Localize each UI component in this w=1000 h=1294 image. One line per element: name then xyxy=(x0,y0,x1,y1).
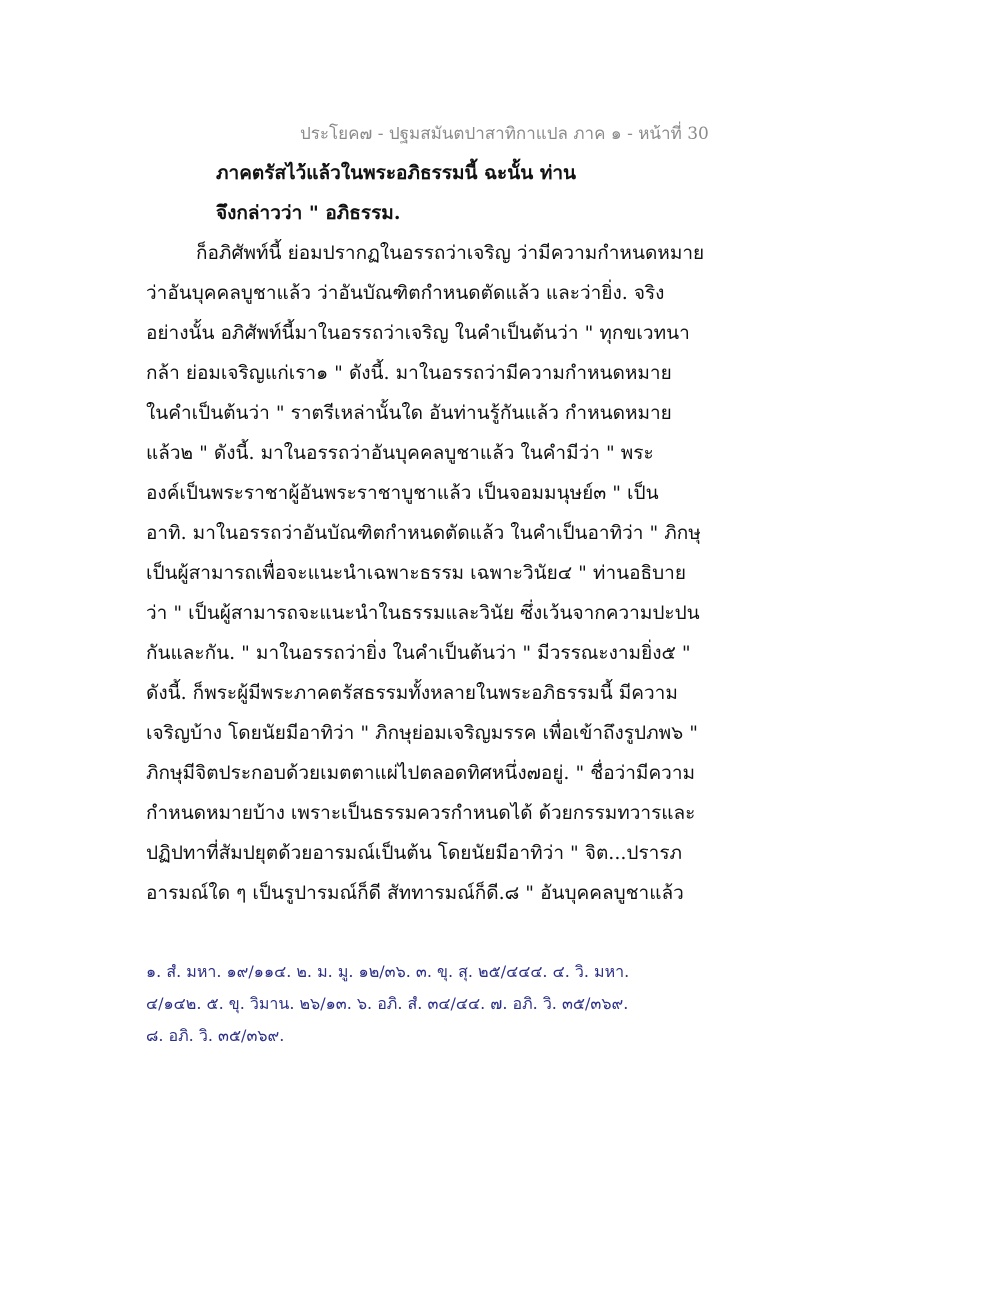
body-line-7: องค์เป็นพระราชาผู้อันพระราชาบูชาแล้ว เป็นจอมมนุษย์๓ " เป็น xyxy=(146,482,659,504)
body-line-8: อาทิ. มาในอรรถว่าอันบัณฑิตกำหนดตัดแล้ว ในคำเป็นอาทิว่า " ภิกษุ xyxy=(146,522,701,544)
heading-line-1: ภาคตรัสไว้แล้วในพระอภิธรรมนี้ ฉะนั้น ท่าน xyxy=(216,162,577,184)
body-line-13: เจริญบ้าง โดยนัยมีอาทิว่า " ภิกษุย่อมเจริญมรรค เพื่อเข้าถึงรูปภพ๖ " xyxy=(146,722,698,744)
body-line-9: เป็นผู้สามารถเพื่อจะแนะนำเฉพาะธรรม เฉพาะวินัย๔ " ท่านอธิบาย xyxy=(146,562,686,584)
footnote-line-3: ๘. อภิ. วิ. ๓๕/๓๖๙. xyxy=(146,1026,285,1045)
body-line-11: กันและกัน. " มาในอรรถว่ายิ่ง ในคำเป็นต้นว่า " มีวรรณะงามยิ่ง๕ " xyxy=(146,642,691,664)
footnote-line-2: ๔/๑๔๒. ๕. ขุ. วิมาน. ๒๖/๑๓. ๖. อภิ. สํ. ๓๔/๔๔. ๗. อภิ. วิ. ๓๕/๓๖๙. xyxy=(146,994,629,1013)
body-line-2: ว่าอันบุคคลบูชาแล้ว ว่าอันบัณฑิตกำหนดตัดแล้ว และว่ายิ่ง. จริง xyxy=(146,282,665,304)
body-line-15: กำหนดหมายบ้าง เพราะเป็นธรรมควรกำหนดได้ ด้วยกรรมทวารและ xyxy=(146,802,696,824)
body-line-16: ปฏิปทาที่สัมปยุตด้วยอารมณ์เป็นต้น โดยนัยมีอาทิว่า " จิต...ปรารภ xyxy=(146,842,683,864)
body-line-6: แล้ว๒ " ดังนี้. มาในอรรถว่าอันบุคคลบูชาแล้ว ในคำมีว่า " พระ xyxy=(146,442,654,464)
body-line-17: อารมณ์ใด ๆ เป็นรูปารมณ์ก็ดี สัททารมณ์ก็ดี.๘ " อันบุคคลบูชาแล้ว xyxy=(146,882,684,904)
footnote-line-1: ๑. สํ. มหา. ๑๙/๑๑๔. ๒. ม. มู. ๑๒/๓๖. ๓. ขุ. สุ. ๒๕/๔๔๔. ๔. วิ. มหา. xyxy=(146,962,630,981)
running-header: ประโยค๗ - ปฐมสมันตปาสาทิกาแปล ภาค ๑ - หน้าที่ 30 xyxy=(300,124,709,144)
body-line-3: อย่างนั้น อภิศัพท์นี้มาในอรรถว่าเจริญ ในคำเป็นต้นว่า " ทุกขเวทนา xyxy=(146,322,690,344)
body-line-10: ว่า " เป็นผู้สามารถจะแนะนำในธรรมและวินัย ซึ่งเว้นจากความปะปน xyxy=(146,602,700,624)
body-line-12: ดังนี้. ก็พระผู้มีพระภาคตรัสธรรมทั้งหลายในพระอภิธรรมนี้ มีความ xyxy=(146,682,678,704)
body-line-4: กล้า ย่อมเจริญแก่เรา๑ " ดังนี้. มาในอรรถว่ามีความกำหนดหมาย xyxy=(146,362,672,384)
body-line-5: ในคำเป็นต้นว่า " ราตรีเหล่านั้นใด อันท่านรู้กันแล้ว กำหนดหมาย xyxy=(146,402,672,424)
body-line-1: ก็อภิศัพท์นี้ ย่อมปรากฏในอรรถว่าเจริญ ว่ามีความกำหนดหมาย xyxy=(196,242,705,264)
heading-line-2: จึงกล่าวว่า " อภิธรรม. xyxy=(216,202,401,224)
body-line-14: ภิกษุมีจิตประกอบด้วยเมตตาแผ่ไปตลอดทิศหนึ่ง๗อยู่. " ชื่อว่ามีความ xyxy=(146,762,696,784)
